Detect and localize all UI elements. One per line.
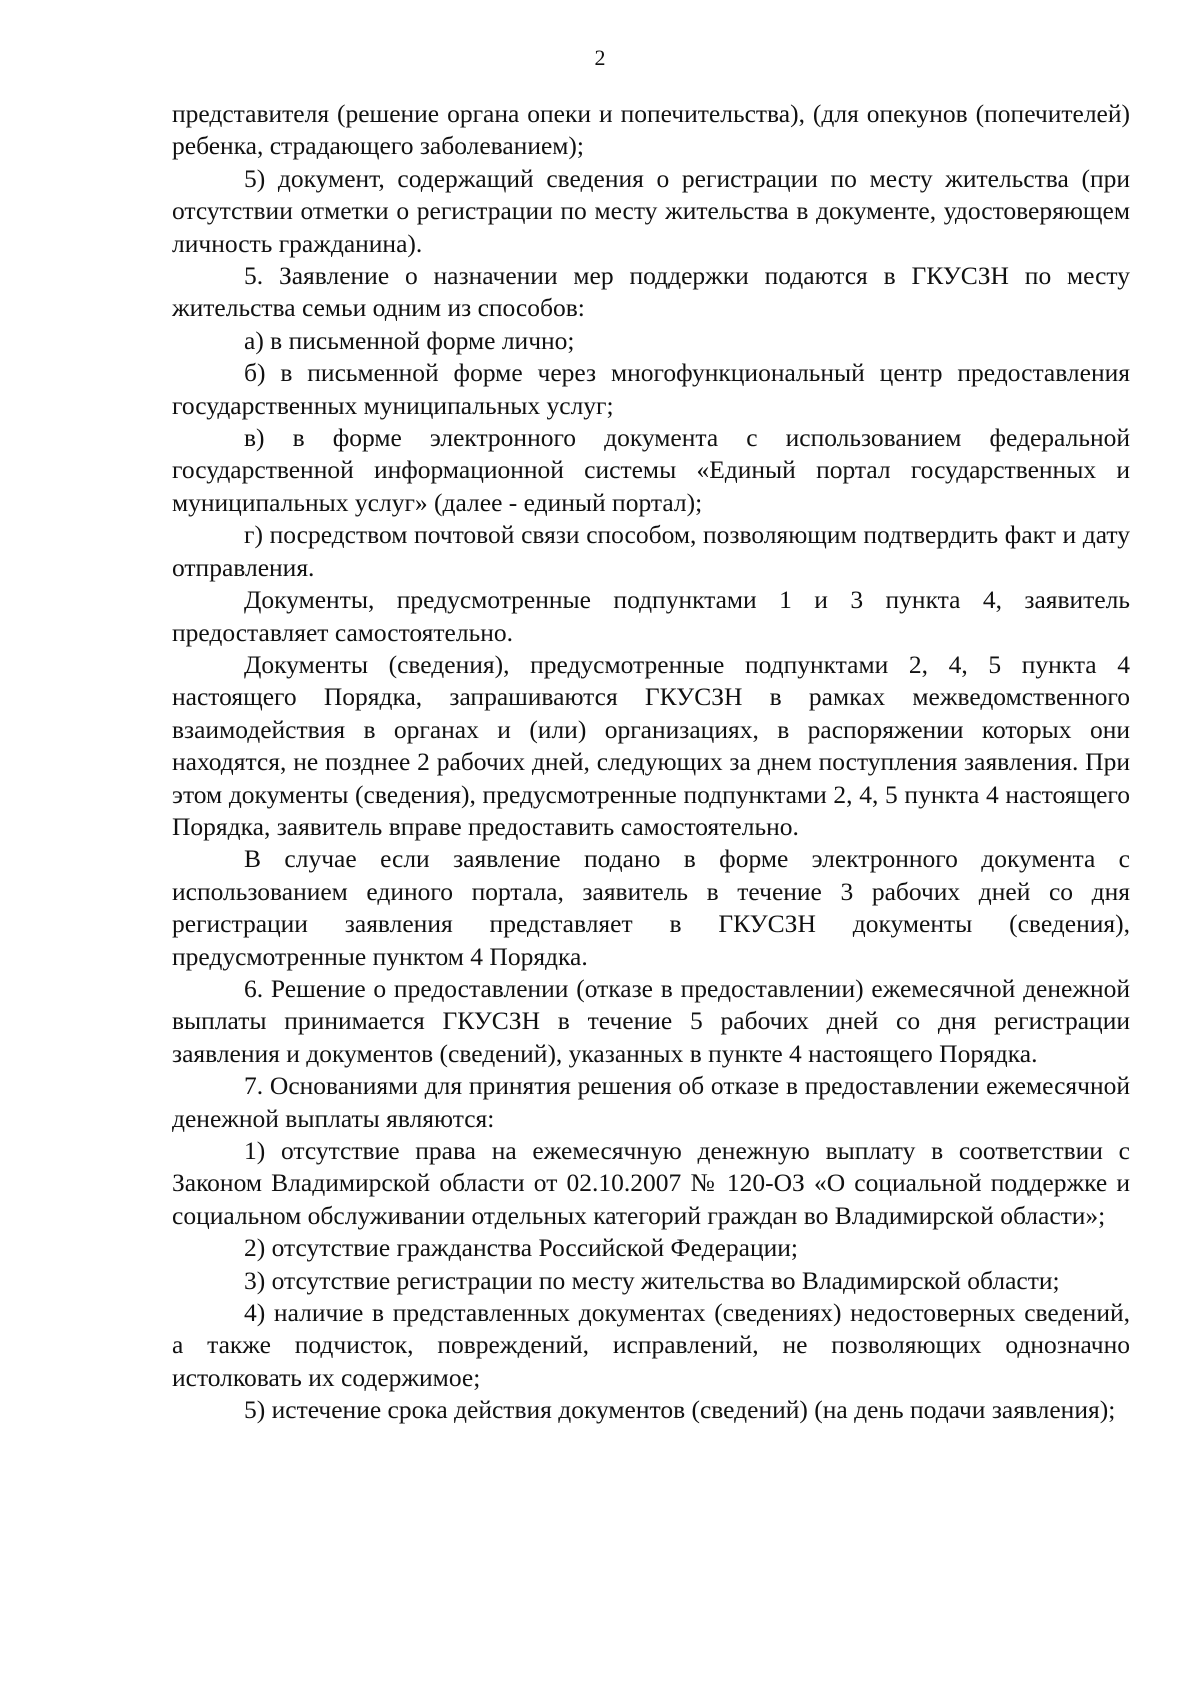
paragraph: 3) отсутствие регистрации по месту жительства во Владимирской области; [244,1265,1060,1295]
paragraph: представителя (решение органа опеки и попечительства), (для опекунов (попечителей) ребенка, страдающего заболеванием); [172,99,1130,161]
document-body [172,98,1130,1427]
paragraph: б) в письменной форме через многофункциональный центр предоставления государственных муниципальных услуг; [172,358,1130,420]
paragraph: г) посредством почтовой связи способом, позволяющим подтвердить факт и дату отправления. [172,520,1130,582]
paragraph: 5. Заявление о назначении мер поддержки подаются в ГКУСЗН по месту жительства семьи одним из способов: [172,261,1130,323]
paragraph: 5) документ, содержащий сведения о регистрации по месту жительства (при отсутствии отметки о регистрации по месту жительства в документе, удостоверяющем личность гражданина). [172,163,1130,258]
paragraph: 1) отсутствие права на ежемесячную денежную выплату в соответствии с Законом Владимирской области от 02.10.2007 № 120-ОЗ «О социальной поддержке и социальном обслуживании отдельных категорий граждан во Владимирской области»; [172,1136,1130,1230]
paragraph: в) в форме электронного документа с использованием федеральной государственной информационной системы «Единый портал государственных и муниципальных услуг» (далее - единый портал); [172,423,1130,517]
paragraph: 4) наличие в представленных документах (сведениях) недостоверных сведений, а также подчисток, повреждений, исправлений, не позволяющих однозначно истолковать их содержимое; [172,1298,1130,1392]
paragraph: 7. Основаниями для принятия решения об отказе в предоставлении ежемесячной денежной выплаты являются: [172,1071,1130,1133]
page-number: 2 [594,45,606,70]
paragraph: Документы, предусмотренные подпунктами 1 и 3 пункта 4, заявитель предоставляет самостоятельно. [172,585,1130,647]
paragraph: 5) истечение срока действия документов (сведений) (на день подачи заявления); [244,1395,1116,1425]
paragraph: 2) отсутствие гражданства Российской Федерации; [244,1233,799,1263]
paragraph: 6. Решение о предоставлении (отказе в предоставлении) ежемесячной денежной выплаты принимается ГКУСЗН в течение 5 рабочих дней со дня регистрации заявления и документов (сведений), указанных в пункте 4 настоящего Порядка. [172,973,1130,1068]
paragraph: В случае если заявление подано в форме электронного документа с использованием единого портала, заявитель в течение 3 рабочих дней со дня регистрации заявления представляет в ГКУСЗН документы (сведения), предусмотренные пунктом 4 Порядка. [172,844,1130,971]
paragraph: а) в письменной форме лично; [244,325,575,355]
paragraph: Документы (сведения), предусмотренные подпунктами 2, 4, 5 пункта 4 настоящего Порядка, запрашиваются ГКУСЗН в рамках межведомственного взаимодействия в органах и (или) организациях, в распоряжении которых они находятся, не позднее 2 рабочих дней, следующих за днем поступления заявления. При этом документы (сведения), предусмотренные подпунктами 2, 4, 5 пункта 4 настоящего Порядка, заявитель вправе предоставить самостоятельно. [172,649,1130,841]
